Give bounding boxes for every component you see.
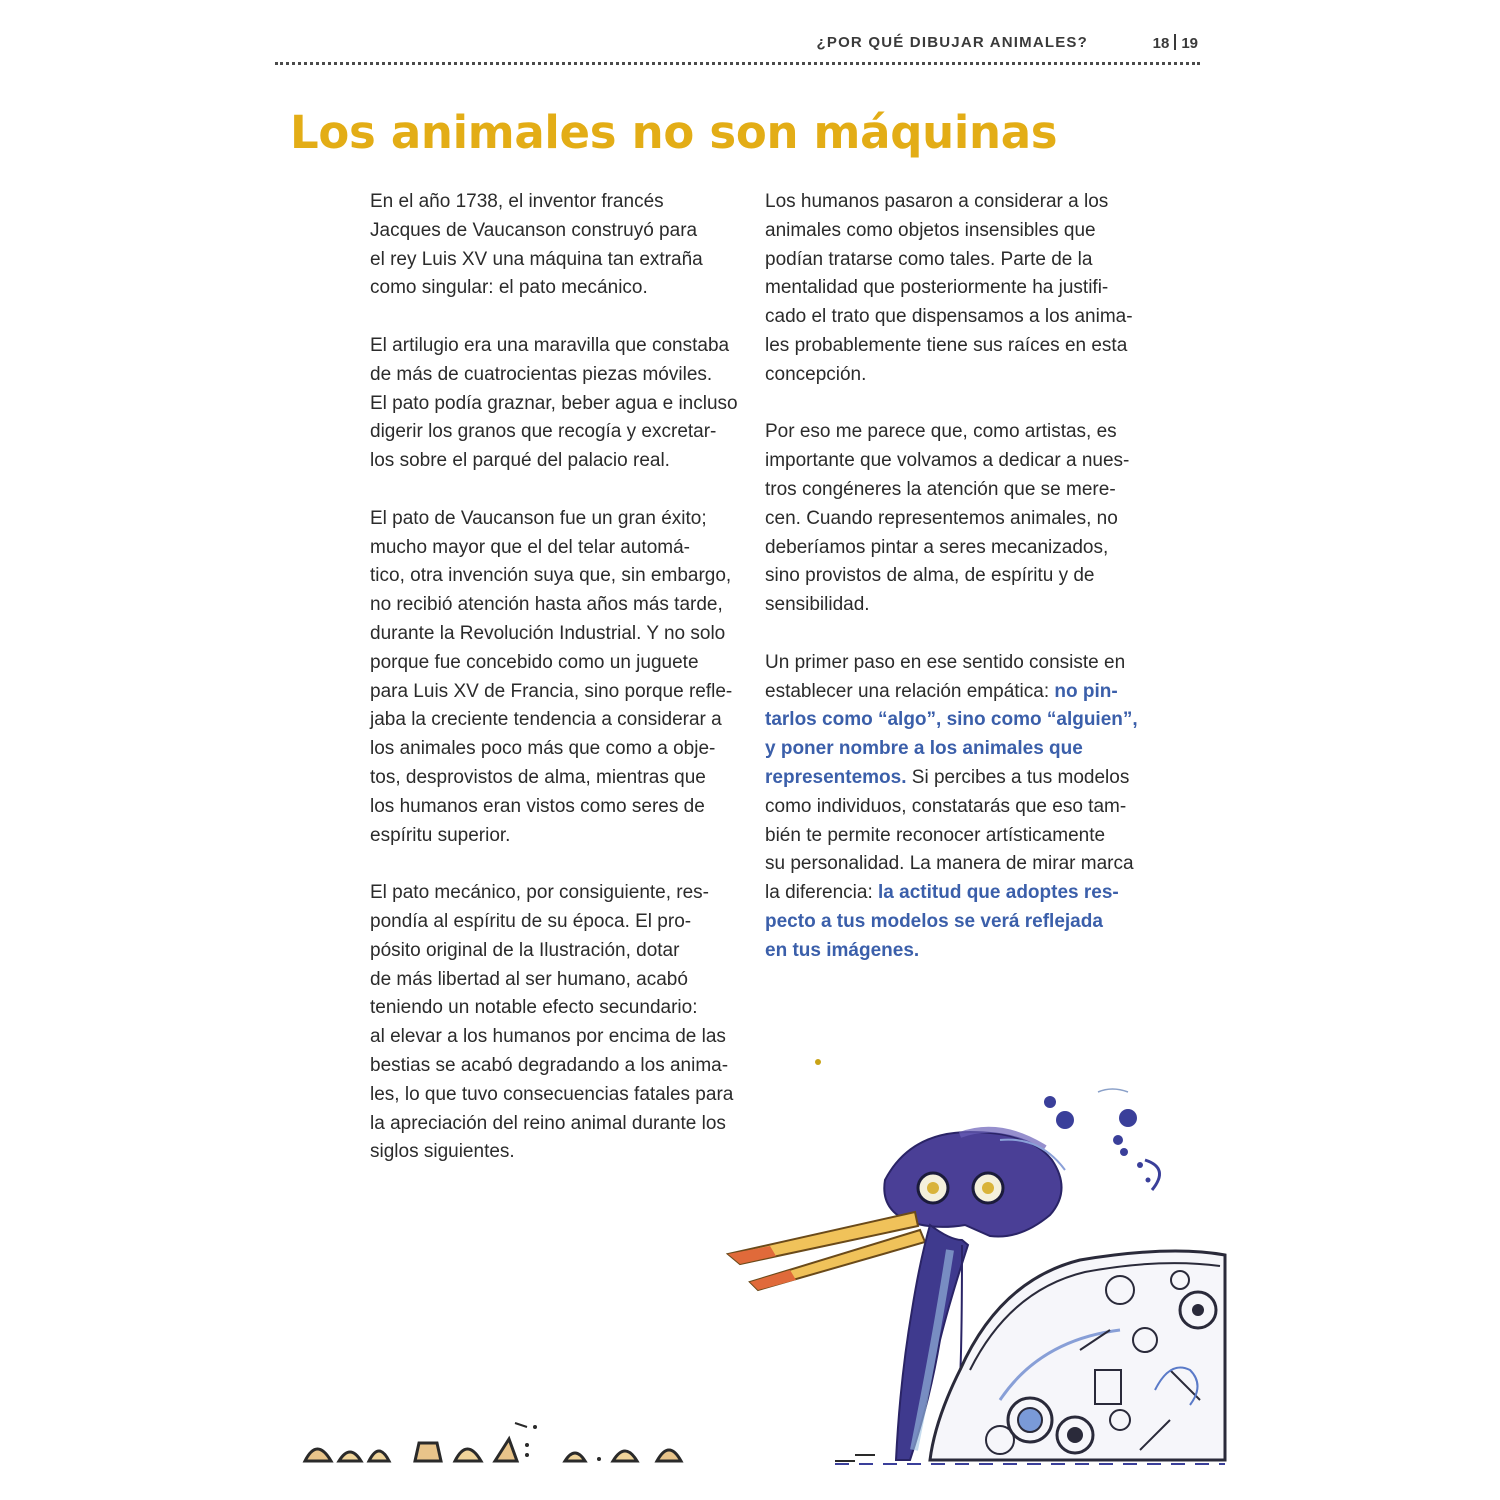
- paragraph: [370, 505, 755, 851]
- text-line: mentalidad que posteriormente ha justifi-: [765, 277, 1109, 299]
- text-line: la apreciación del reino animal durante los: [370, 1112, 726, 1134]
- running-header: [275, 34, 1200, 56]
- text-line: Jacques de Vaucanson construyó para: [370, 219, 698, 241]
- text-line: cado el trato que dispensamos a los anima-: [765, 306, 1133, 328]
- highlight-text: la actitud que adoptes res-: [878, 882, 1119, 904]
- text-line: pondía al espíritu de su época. El pro-: [370, 910, 692, 932]
- text-line: El artilugio era una maravilla que constaba: [370, 334, 730, 356]
- text-line: deberíamos pintar a seres mecanizados,: [765, 536, 1109, 558]
- paragraph: [370, 879, 755, 1167]
- text-line: tico, otra invención suya que, sin embargo,: [370, 565, 732, 587]
- left-column: [370, 188, 755, 1196]
- text-line: les, lo que tuvo consecuencias fatales para: [370, 1083, 734, 1105]
- text-line: los sobre el parqué del palacio real.: [370, 450, 670, 472]
- paragraph: [370, 332, 755, 476]
- text-line: pósito original de la Ilustración, dotar: [370, 939, 680, 961]
- header-dotted-rule: [275, 62, 1200, 65]
- text-line: los animales poco más que como a obje-: [370, 738, 716, 760]
- text-line: como singular: el pato mecánico.: [370, 277, 648, 299]
- text-line: el rey Luis XV una máquina tan extraña: [370, 248, 703, 270]
- section-name: ¿POR QUÉ DIBUJAR ANIMALES?: [816, 34, 1088, 51]
- text-line: digerir los granos que recogía y excretar-: [370, 421, 717, 443]
- page-numbers: [1153, 34, 1198, 52]
- right-column: [765, 188, 1155, 994]
- paragraph: [765, 418, 1155, 620]
- text-line: les probablemente tiene sus raíces en esta: [765, 334, 1128, 356]
- mechanical-duck-illustration: [700, 1040, 1240, 1480]
- text-run: establecer una relación empática:: [765, 680, 1055, 702]
- text-line: Un primer paso en ese sentido consiste en: [765, 651, 1126, 673]
- text-line: [765, 764, 1155, 793]
- page-number-right: 19: [1181, 35, 1198, 52]
- highlight-text: pecto a tus modelos se verá reflejada: [765, 910, 1103, 932]
- text-line: podían tratarse como tales. Parte de la: [765, 248, 1093, 270]
- text-line: En el año 1738, el inventor francés: [370, 191, 664, 212]
- text-line: al elevar a los humanos por encima de las: [370, 1026, 726, 1048]
- highlight-text: y poner nombre a los animales que: [765, 738, 1083, 760]
- text-line: concepción.: [765, 363, 867, 385]
- text-line: tros congéneres la atención que se mere-: [765, 478, 1116, 500]
- page-title: Los animales no son máquinas: [290, 106, 1058, 159]
- text-line: bestias se acabó degradando a los anima-: [370, 1054, 729, 1076]
- text-line: El pato mecánico, por consiguiente, res-: [370, 882, 710, 904]
- page-number-left: 18: [1152, 35, 1170, 52]
- text-line: importante que volvamos a dedicar a nues-: [765, 450, 1130, 472]
- text-line: animales como objetos insensibles que: [765, 219, 1096, 241]
- text-line: El pato de Vaucanson fue un gran éxito;: [370, 507, 707, 529]
- text-line: Por eso me parece que, como artistas, es: [765, 421, 1117, 443]
- text-line: [765, 879, 1155, 908]
- text-line: para Luis XV de Francia, sino porque refle-: [370, 680, 733, 702]
- text-line: teniendo un notable efecto secundario:: [370, 997, 698, 1019]
- text-run: la diferencia:: [765, 882, 879, 904]
- text-line: no recibió atención hasta años más tarde,: [370, 594, 723, 616]
- page-number-separator: [1174, 34, 1176, 50]
- paragraph: [765, 188, 1155, 390]
- highlight-text: tarlos como “algo”, sino como “alguien”,: [765, 709, 1138, 731]
- text-line: su personalidad. La manera de mirar marca: [765, 853, 1134, 875]
- ground-marks-decoration: [295, 1415, 1235, 1475]
- text-line: los humanos eran vistos como seres de: [370, 795, 705, 817]
- text-line: espíritu superior.: [370, 824, 511, 846]
- text-line: siglos siguientes.: [370, 1141, 515, 1163]
- text-line: porque fue concebido como un juguete: [370, 651, 699, 673]
- highlight-text: representemos.: [765, 766, 907, 788]
- paragraph: [765, 649, 1155, 966]
- text-line: bién te permite reconocer artísticamente: [765, 824, 1106, 846]
- text-line: cen. Cuando representemos animales, no: [765, 507, 1118, 529]
- paragraph: [370, 188, 755, 303]
- highlight-text: en tus imágenes.: [765, 939, 920, 961]
- text-line: durante la Revolución Industrial. Y no solo: [370, 622, 726, 644]
- text-line: El pato podía graznar, beber agua e incluso: [370, 392, 738, 414]
- text-line: tos, desprovistos de alma, mientras que: [370, 766, 706, 788]
- text-line: [765, 678, 1155, 707]
- highlight-text: no pin-: [1054, 680, 1118, 702]
- text-line: de más libertad al ser humano, acabó: [370, 968, 688, 990]
- text-line: sensibilidad.: [765, 594, 870, 616]
- text-line: como individuos, constatarás que eso tam-: [765, 795, 1127, 817]
- text-line: mucho mayor que el del telar automá-: [370, 536, 690, 558]
- text-run: Si percibes a tus modelos: [906, 766, 1130, 788]
- text-line: sino provistos de alma, de espíritu y de: [765, 565, 1095, 587]
- text-line: jaba la creciente tendencia a considerar a: [370, 709, 722, 731]
- text-line: de más de cuatrocientas piezas móviles.: [370, 363, 713, 385]
- text-line: Los humanos pasaron a considerar a los: [765, 191, 1109, 212]
